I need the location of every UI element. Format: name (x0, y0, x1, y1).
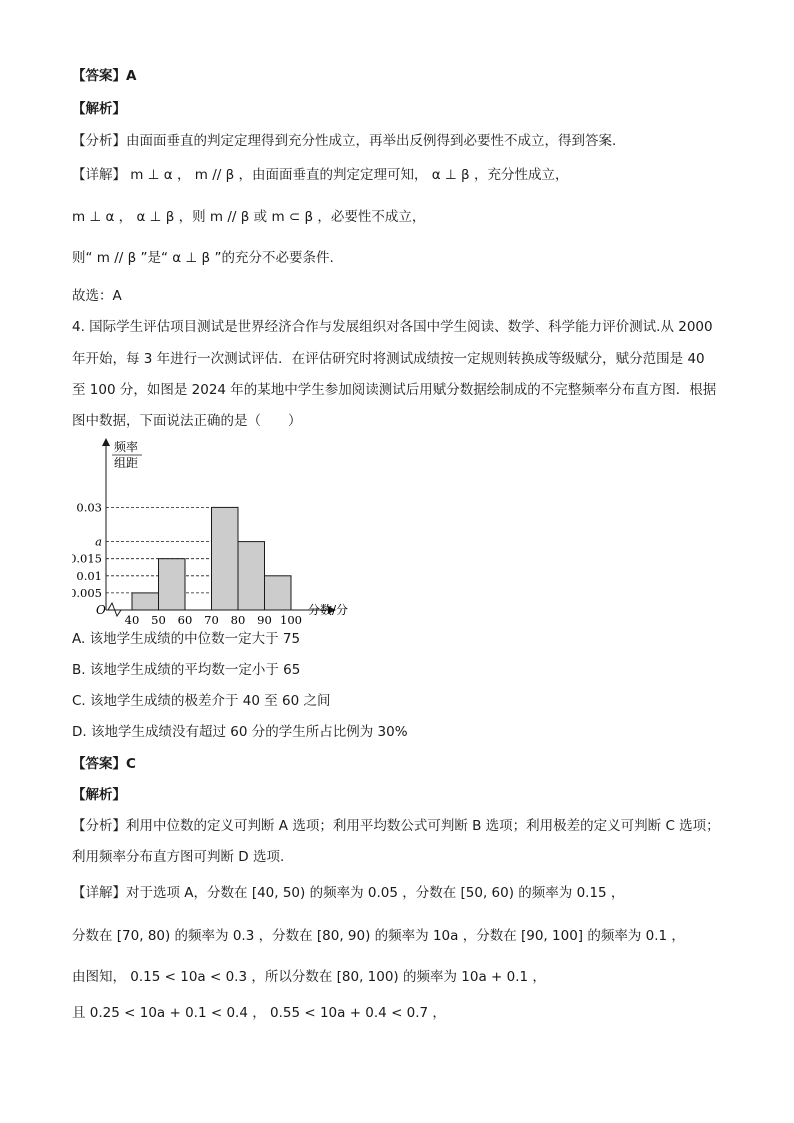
prev-detail-2: m ⊥ α ， α ⊥ β ，则 m // β 或 m ⊂ β ，必要性不成立， (72, 209, 426, 225)
x-axis-label: 分数/分 (308, 603, 349, 617)
histogram-bar (159, 559, 186, 610)
prev-analysis-heading: 【解析】 (72, 101, 126, 117)
x-tick-label: 90 (257, 613, 272, 624)
x-tick-label: 40 (124, 613, 140, 624)
x-tick-label: 60 (177, 613, 193, 624)
x-tick-label: 80 (230, 613, 246, 624)
solution-detail-2: 分数在 [70, 80) 的频率为 0.3 ，分数在 [80, 90) 的频率为 10a ，分数在 [90, 100] 的频率为 0.1 ， (72, 928, 685, 944)
solution-detail-1: 【详解】对于选项 A，分数在 [40, 50) 的频率为 0.05 ，分数在 [50, 60) 的频率为 0.15 ， (72, 885, 625, 901)
y-tick-label: 0.005 (72, 585, 102, 600)
y-tick-label: 0.01 (76, 568, 102, 583)
solution-detail-3: 由图知， 0.15 < 10a < 0.3 ，所以分数在 [80, 100) 的频率为 10a + 0.1 ， (72, 969, 546, 985)
question-line-4: 图中数据，下面说法正确的是（ ） (72, 413, 302, 429)
solution-fenxi-2: 利用频率分布直方图可判断 D 选项. (72, 849, 285, 865)
x-tick-label: 70 (204, 613, 219, 624)
histogram-bar (238, 542, 265, 610)
histogram-bar (132, 593, 159, 610)
x-tick-label: 100 (280, 613, 302, 624)
option-b: B. 该地学生成绩的平均数一定小于 65 (72, 662, 301, 678)
y-label-top: 频率 (114, 440, 139, 454)
option-d: D. 该地学生成绩没有超过 60 分的学生所占比例为 30% (72, 724, 408, 740)
solution-fenxi-1: 【分析】利用中位数的定义可判断 A 选项；利用平均数公式可判断 B 选项；利用极差的定义可判断 C 选项； (72, 818, 720, 834)
frequency-histogram (72, 434, 372, 624)
prev-answer: 【答案】A (72, 68, 137, 84)
question-line-3: 至 100 分，如图是 2024 年的某地中学生参加阅读测试后用赋分数据绘制成的不完整频率分布直方图．根据 (72, 382, 717, 398)
question-line-2: 年开始，每 3 年进行一次测试评估．在评估研究时将测试成绩按一定规则转换成等级赋分，赋分范围是 40 (72, 351, 705, 367)
prev-choice: 故选：A (72, 288, 122, 304)
y-tick-label: 0.015 (72, 551, 102, 566)
solution-detail-4: 且 0.25 < 10a + 0.1 < 0.4 ， 0.55 < 10a + 0.4 < 0.7 ， (72, 1005, 446, 1021)
option-c: C. 该地学生成绩的极差介于 40 至 60 之间 (72, 693, 331, 709)
histogram-svg (72, 434, 372, 624)
x-tick-label: 50 (151, 613, 166, 624)
histogram-bar (265, 576, 292, 610)
y-tick-label: a (95, 534, 102, 549)
prev-detail-3: 则“ m // β ”是“ α ⊥ β ”的充分不必要条件. (72, 250, 334, 266)
histogram-bar (212, 507, 239, 610)
question-line-1: 4. 国际学生评估项目测试是世界经济合作与发展组织对各国中学生阅读、数学、科学能力评价测试.从 2000 (72, 319, 713, 335)
y-label-bottom: 组距 (114, 456, 139, 470)
prev-detail-1: 【详解】 m ⊥ α ， m // β ，由面面垂直的判定定理可知， α ⊥ β ，充分性成立， (72, 167, 569, 183)
y-tick-label: 0.03 (76, 500, 102, 515)
origin-label: O (96, 603, 106, 617)
option-a: A. 该地学生成绩的中位数一定大于 75 (72, 631, 301, 647)
prev-fenxi: 【分析】由面面垂直的判定定理得到充分性成立，再举出反例得到必要性不成立，得到答案. (72, 133, 617, 149)
solution-answer: 【答案】C (72, 756, 136, 772)
solution-analysis-heading: 【解析】 (72, 787, 126, 803)
